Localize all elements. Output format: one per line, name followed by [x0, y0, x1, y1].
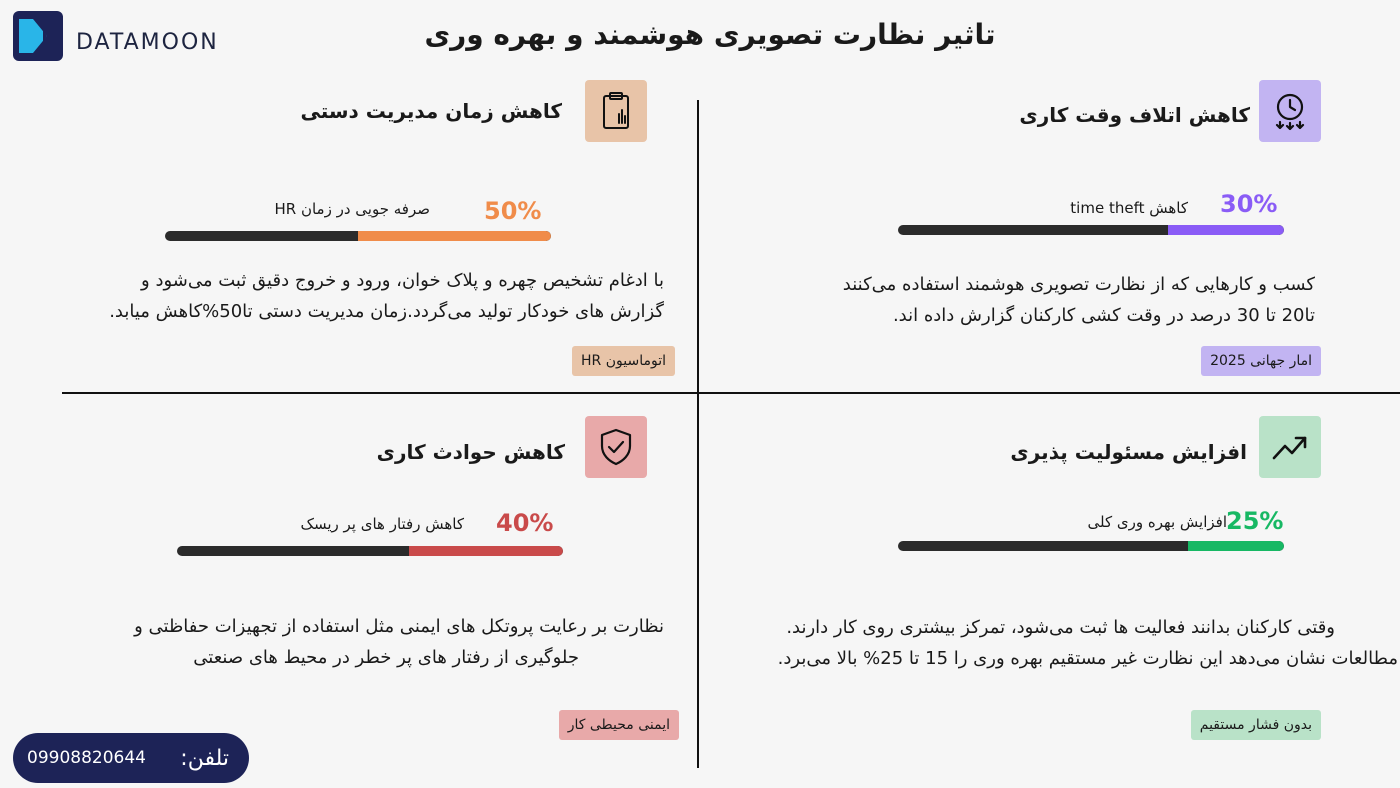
progress-bar-hr-saving [165, 231, 551, 241]
percent-25: 25% [1226, 507, 1284, 535]
bar-label-hr-saving: صرفه جویی در زمان HR [274, 200, 430, 218]
brand-name: DATAMOON [76, 30, 219, 55]
percent-40: 40% [496, 509, 554, 537]
progress-bar-productivity [898, 541, 1284, 551]
progress-fill-time-theft [1168, 225, 1284, 235]
bar-label-productivity: افزایش بهره وری کلی [1087, 513, 1227, 531]
progress-fill-productivity [1188, 541, 1285, 551]
paragraph-work-accidents: نظارت بر رعایت پروتکل های ایمنی مثل استفاده از تجهیزات حفاظتی و جلوگیری از رفتار های پر خطر در محیط های صنعتی [134, 616, 664, 668]
quadrant-title-manual-management: کاهش زمان مدیریت دستی [300, 99, 562, 123]
quadrant-title-work-time: کاهش اتلاف وقت کاری [1019, 103, 1250, 127]
quadrant-title-work-accidents: کاهش حوادث کاری [376, 440, 565, 464]
percent-50: 50% [484, 197, 542, 225]
paragraph-accountability: وقتی کارکنان بدانند فعالیت ها ثبت می‌شود، تمرکز بیشتری روی کار دارند. مطالعات نشان می‌دهد این نظارت غیر مستقیم بهره وری را 15 تا 25% بالا می‌برد. [777, 617, 1398, 669]
tag-no-direct-pressure: بدون فشار مستقیم [1191, 710, 1321, 740]
progress-fill-hr-saving [358, 231, 551, 241]
progress-bar-time-theft [898, 225, 1284, 235]
percent-30: 30% [1220, 190, 1278, 218]
page-title: تاثیر نظارت تصویری هوشمند و بهره وری [424, 18, 996, 51]
bar-label-risky-behavior: کاهش رفتار های پر ریسک [300, 515, 464, 533]
paragraph-manual-management: با ادغام تشخیص چهره و پلاک خوان، ورود و خروج دقیق ثبت می‌شود و گزارش های خودکار تولید می‌گردد.زمان مدیریت دستی تا50%کاهش میابد. [109, 270, 664, 322]
progress-bar-risky-behavior [177, 546, 563, 556]
phone-label: تلفن: [180, 745, 229, 771]
phone-contact[interactable] [13, 733, 249, 783]
phone-number[interactable]: 09908820644 [27, 748, 146, 768]
bar-label-time-theft: کاهش time theft [1070, 199, 1188, 217]
clock-download-icon [1259, 80, 1321, 142]
datamoon-logo-icon [13, 11, 63, 61]
tag-hr-automation: اتوماسیون HR [572, 346, 675, 376]
quadrant-title-accountability: افزایش مسئولیت پذیری [1010, 440, 1247, 464]
trending-up-icon [1259, 416, 1321, 478]
progress-fill-risky-behavior [409, 546, 563, 556]
tag-workplace-safety: ایمنی محیطی کار [559, 710, 679, 740]
paragraph-work-time: کسب و کارهایی که از نظارت تصویری هوشمند استفاده می‌کنند تا20 تا 30 درصد در وقت کشی کارکنان گزارش داده اند. [842, 274, 1315, 326]
tag-global-stats: امار جهانی 2025 [1201, 346, 1321, 376]
shield-check-icon [585, 416, 647, 478]
clipboard-icon [585, 80, 647, 142]
horizontal-divider [62, 392, 1400, 394]
